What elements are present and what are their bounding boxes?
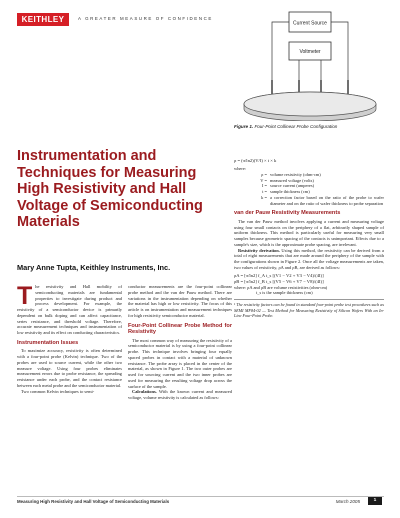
author-line: Mary Anne Tupta, Keithley Instruments, Inc. xyxy=(17,263,171,272)
figure-voltmeter-label: Voltmeter xyxy=(299,49,321,55)
figure-current-source-label: Current Source xyxy=(293,20,327,27)
definition-text: source current (amperes) xyxy=(270,183,315,189)
definition-symbol: V = xyxy=(260,177,267,183)
definition-text: sample thickness (cm) xyxy=(270,189,310,194)
footnote: ¹ The resistivity factors can be found in standard four-point probe test procedures such as SEMI MF84-02 — Test Method for Measuring Resistivity of Silicon Wafers With an In-Line Four-Point Probe. xyxy=(234,299,384,318)
col1-paragraph-2: Two common Kelvin techniques to semi- xyxy=(21,388,95,394)
col3-paragraph-4: t_s is the sample thickness (cm) xyxy=(256,290,313,296)
resistivity-derivation-run-in: Resistivity derivation. xyxy=(238,247,280,253)
footer-title: Measuring High Resistivity and Hall Voltage of Semiconducting Materials xyxy=(17,499,170,504)
where-label: where: xyxy=(234,166,247,171)
col1-paragraph-1: To maximize accuracy, resistivity is often determined with a four-point probe (Kelvin) technique. Two of the probes are used to source current, while the other two measure voltage. Using four probes eliminates measurement errors due to probe resistance, the spreading resistance under each probe, and the contact resistance between each metal probe and the semiconductor material. xyxy=(17,348,122,388)
page-number: 1 xyxy=(368,497,382,505)
col3-paragraph-1: The van der Pauw method involves applying a current and measuring voltage using four small contacts on the periphery of a flat, arbitrarily shaped sample of uniform thickness. This method is particularly useful for measuring very small samples because geometric spacing of the contacts is unimportant. Effects due to a sample's size, which is the approximate probe spacing, are irrelevant. xyxy=(234,218,384,247)
figure-caption xyxy=(234,124,384,130)
calculations-run-in: Calculations. xyxy=(132,389,157,395)
resistivity-derivation-text: Using this method, the resistivity can be derived from a total of eight measurements that are made around the periphery of the sample with the configurations shown in Figure 2. Once all the voltage measurements are taken, two values of resistivity, ρA and ρB, are derived as follows: xyxy=(234,247,384,270)
heading-instrumentation-issues: Instrumentation Issues xyxy=(17,339,79,346)
definition-symbol: k = xyxy=(261,194,267,200)
tagline: A GREATER MEASURE OF CONFIDENCE xyxy=(78,16,213,21)
definition-symbol: I = xyxy=(261,183,267,189)
rho-b-equation: ρB = [π/ln2] f_B t_s [(V5 − V6 + V7 − V8)/(4I)] xyxy=(234,278,324,284)
resistivity-equation: ρ = (π/ln2)(V/I) × t × k xyxy=(234,158,277,163)
drop-cap: T xyxy=(17,282,33,310)
heading-four-point-probe: Four-Point Collinear Probe Method for Resistivity xyxy=(128,322,232,336)
figure-caption-label: Figure 1. xyxy=(234,124,254,129)
column-1 xyxy=(17,284,122,394)
column-3 xyxy=(234,158,384,318)
definition-text: volume resistivity (ohm-cm) xyxy=(270,171,321,177)
intro-text: he resistivity and Hall mobility of semiconducting materials are fundamental properties to investigate during product and process development. For example, the resistivity of a semiconductor device is primarily dependent on bulk doping and can affect capacitance, series resistance, and threshold voltage. Therefore, accurate measurement techniques and instrumentation of low resistivity and its effect on conducting characteristics. xyxy=(17,284,122,335)
intro-paragraph xyxy=(17,284,122,336)
definition-symbol: ρ = xyxy=(261,171,267,177)
keithley-logo: KEITHLEY xyxy=(17,13,69,26)
col2-paragraph-3 xyxy=(128,389,232,401)
col3-paragraph-3: where: ρA and ρB are volume resistivities (ohm-cm) xyxy=(234,284,328,290)
heading-van-der-pauw: van der Pauw Resistivity Measurements xyxy=(234,210,341,217)
figure-caption-title: Four-Point Collinear Probe Configuration xyxy=(254,124,338,129)
rho-a-equation: ρA = [π/ln2] f_A t_s [(V1 − V2 + V3 − V4)/(4I)] xyxy=(234,272,324,278)
definition-row xyxy=(234,195,384,207)
calculations-text: With the known current and measured voltage, volume resistivity is calculated as follows: xyxy=(128,389,232,401)
col2-paragraph-1: conductor measurements are the four-point collinear probe method and the van der Pauw method. There are variations in the instrumentation depending on whether the material has high or low resistivity. The focus of this article is on instrumentation and measurement techniques for high resistivity semiconductor material. xyxy=(128,284,232,318)
four-point-probe-figure xyxy=(234,8,384,121)
footer-date: March 2005 xyxy=(335,499,360,504)
column-2 xyxy=(128,284,232,401)
col3-paragraph-2 xyxy=(234,248,384,271)
definition-text: a correction factor based on the ratio of the probe to wafer diameter and on the ratio of wafer thickness to probe separation xyxy=(270,194,384,206)
col2-paragraph-2: The most common way of measuring the resistivity of a semiconductor material is by using a four-point collinear probe. This technique involves bringing four equally spaced probes in contact with a material of unknown resistance. The probe array is placed in the center of the material, as shown in Figure 1. The two outer probes are used for sourcing current and the two inner probes are used for measuring the resulting voltage drop across the surface of the sample. xyxy=(128,337,232,389)
footer-rule xyxy=(17,496,384,497)
definition-text: measured voltage (volts) xyxy=(270,177,314,183)
definition-symbol: t = xyxy=(262,189,267,194)
article-title: Instrumentation and Techniques for Measuring High Resistivity and Hall Voltage of Semiconducting Materials xyxy=(17,148,203,231)
